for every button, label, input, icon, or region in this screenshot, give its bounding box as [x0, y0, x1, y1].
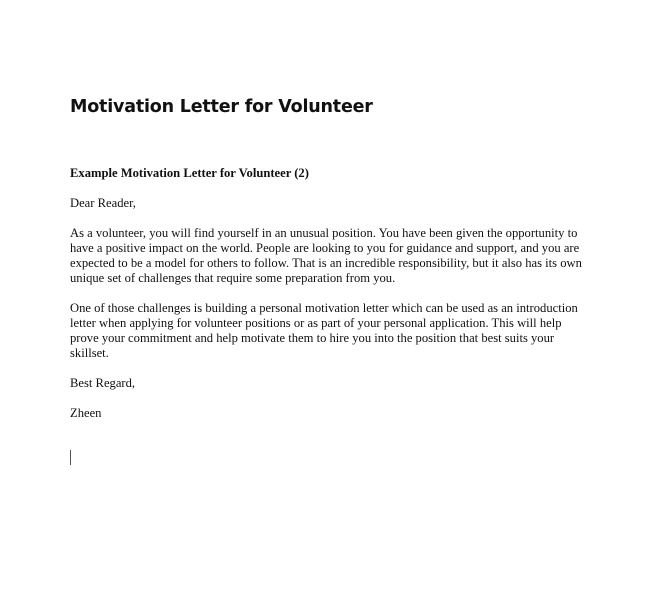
letter-body: [70, 166, 582, 436]
letter-paragraph-1: As a volunteer, you will find yourself in an unusual position. You have been given the opportunity to have a positive impact on the world. People are looking to you for guidance and support, and you are expected to be a model for others to follow. That is an incredible responsibility, but it also has its own unique set of challenges that require some preparation from you.: [70, 226, 582, 285]
letter-salutation: Dear Reader,: [70, 196, 136, 210]
letter-paragraph-2: One of those challenges is building a personal motivation letter which can be used as an introduction letter when applying for volunteer positions or as part of your personal application. This will help prove your commitment and help motivate them to hire you into the position that best suits your skillset.: [70, 301, 578, 360]
letter-signature: Zheen: [70, 406, 102, 420]
letter-subheading: Example Motivation Letter for Volunteer (2): [70, 166, 309, 180]
letter-closing: Best Regard,: [70, 376, 136, 390]
page-title: Motivation Letter for Volunteer: [70, 97, 373, 117]
text-cursor[interactable]: [70, 450, 71, 465]
